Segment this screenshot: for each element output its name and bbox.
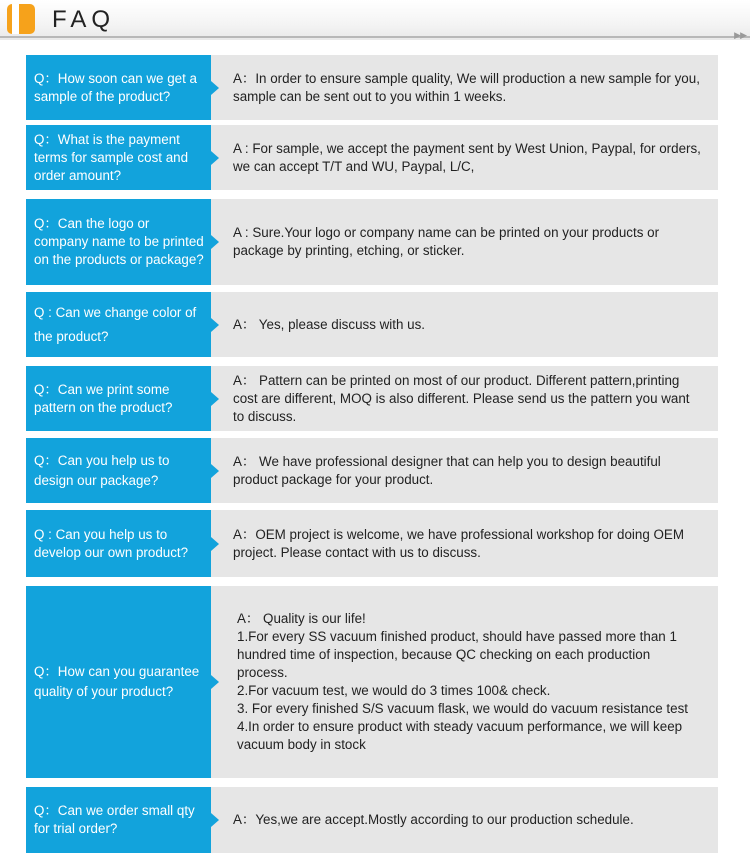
faq-item	[26, 125, 718, 190]
faq-answer: A： We have professional designer that can help you to design beautiful product package for your product.	[233, 453, 665, 487]
question-arrow-icon	[211, 392, 219, 406]
faq-item	[26, 586, 718, 778]
faq-item	[26, 199, 718, 285]
faq-answer-box	[211, 586, 718, 778]
question-arrow-icon	[211, 813, 219, 827]
faq-answer-line: A： Quality is our life!	[237, 611, 366, 626]
faq-item	[26, 438, 718, 503]
question-arrow-icon	[211, 81, 219, 95]
faq-question: Q：Can the logo or company name to be printed on the products or package?	[34, 216, 204, 267]
header-divider	[0, 36, 750, 38]
faq-answer-box	[211, 125, 718, 190]
faq-item	[26, 292, 718, 357]
faq-question-box	[26, 438, 211, 503]
faq-question-box	[26, 787, 211, 853]
faq-question: Q : Can you help us to develop our own product?	[34, 526, 189, 560]
question-arrow-icon	[211, 318, 219, 332]
question-arrow-icon	[211, 675, 219, 689]
faq-answer-box	[211, 366, 718, 431]
faq-answer-line: 3. For every finished S/S vacuum flask, we would do vacuum resistance test	[237, 701, 689, 716]
faq-question: Q : Can we change color of the product?	[34, 304, 197, 344]
faq-question-box	[26, 125, 211, 190]
faq-answer-line: 1.For every SS vacuum finished product, should have passed more than 1 hundred time of inspection, because QC checking on each production process.	[237, 629, 681, 680]
faq-header	[0, 0, 750, 42]
faq-question-box	[26, 586, 211, 778]
double-chevron-icon: ▶▶	[734, 30, 746, 40]
faq-item	[26, 366, 718, 431]
faq-question: Q：What is the payment terms for sample cost and order amount?	[34, 131, 189, 183]
faq-answer: A : For sample, we accept the payment sent by West Union, Paypal, for orders, we can accept T/T and WU, Paypal, L/C,	[233, 140, 705, 174]
faq-answer-box	[211, 199, 718, 285]
faq-answer-box	[211, 55, 718, 120]
question-arrow-icon	[211, 151, 219, 165]
faq-answer-line: 4.In order to ensure product with steady vacuum performance, we will keep vacuum body in stock	[237, 719, 686, 752]
faq-answer: A：Yes,we are accept.Mostly according to our production schedule.	[233, 812, 634, 827]
faq-question: Q：Can we print some pattern on the product?	[34, 381, 173, 415]
faq-answer: A : Sure.Your logo or company name can be printed on your products or package by printing, etching, or sticker.	[233, 225, 663, 258]
faq-answer: A：OEM project is welcome, we have professional workshop for doing OEM project. Please contact with us to discuss.	[233, 526, 688, 560]
faq-answer-box	[211, 292, 718, 357]
faq-question-box	[26, 55, 211, 120]
faq-item	[26, 787, 718, 853]
question-arrow-icon	[211, 464, 219, 478]
faq-question-box	[26, 366, 211, 431]
faq-answer: A： Pattern can be printed on most of our product. Different pattern,printing cost are different, MOQ is also different. Please send us the pattern you want to discuss.	[233, 372, 694, 424]
faq-question: Q：Can we order small qty for trial order?	[34, 803, 195, 836]
faq-question-box	[26, 292, 211, 357]
question-arrow-icon	[211, 235, 219, 249]
faq-question: Q：Can you help us to design our package?	[34, 452, 170, 488]
faq-question-box	[26, 199, 211, 285]
faq-answer: A： Yes, please discuss with us.	[233, 316, 426, 332]
faq-item	[26, 510, 718, 577]
header-accent-stripe	[12, 4, 19, 34]
faq-question-box	[26, 510, 211, 577]
page-title: FAQ	[52, 6, 116, 33]
faq-answer-box	[211, 438, 718, 503]
faq-answer-line: 2.For vacuum test, we would do 3 times 100& check.	[237, 683, 551, 698]
faq-question: Q：How soon can we get a sample of the product?	[34, 70, 198, 104]
question-arrow-icon	[211, 537, 219, 551]
faq-item	[26, 55, 718, 120]
faq-answer: A：In order to ensure sample quality, We will production a new sample for you, sample can be sent out to you within 1 weeks.	[233, 70, 704, 104]
faq-question: Q：How can you guarantee quality of your product?	[34, 664, 200, 699]
faq-answer-box	[211, 510, 718, 577]
faq-answer-box	[211, 787, 718, 853]
